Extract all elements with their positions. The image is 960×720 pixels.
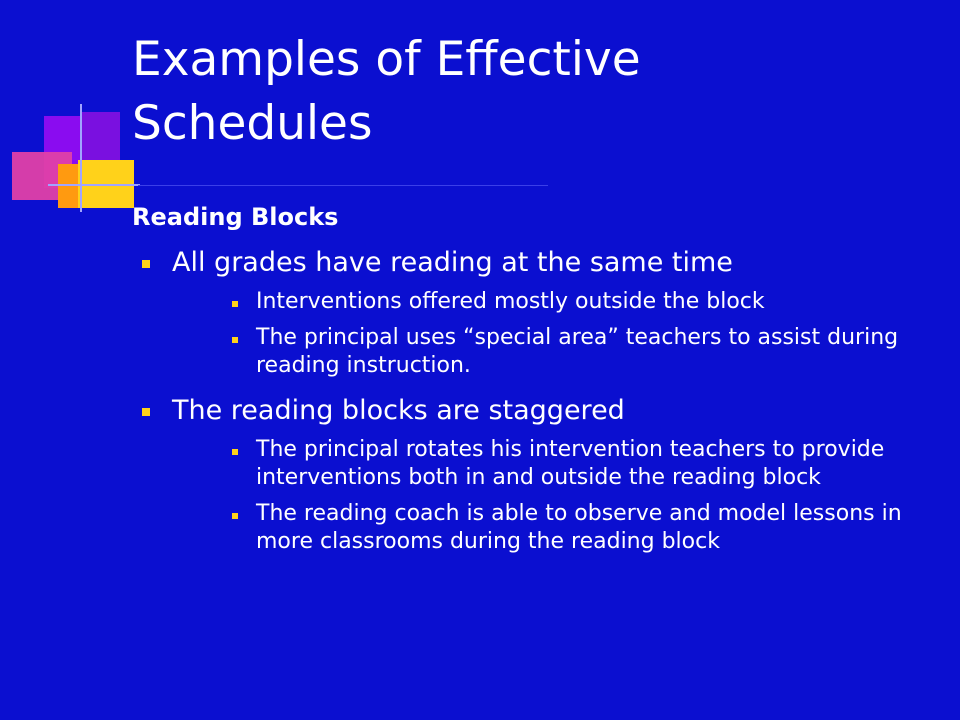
square-bullet-icon — [232, 449, 238, 455]
sub-bullet-item — [132, 324, 942, 380]
bullet-text: All grades have reading at the same time — [172, 247, 733, 278]
title-underline — [138, 185, 548, 186]
square-bullet-icon — [232, 513, 238, 519]
sub-bullet-text: The principal rotates his intervention teachers to provide interventions both in and outside the reading block — [256, 437, 885, 490]
slide-title — [132, 28, 932, 156]
sub-bullet-text: The reading coach is able to observe and model lessons in more classrooms during the reading block — [256, 501, 902, 554]
square-bullet-icon — [142, 260, 150, 268]
sub-bullet-item — [132, 500, 942, 556]
sub-bullet-item — [132, 436, 942, 492]
sub-bullet-text: Interventions offered mostly outside the block — [256, 289, 765, 314]
bullet-item — [132, 246, 942, 280]
square-bullet-icon — [232, 301, 238, 307]
square-bullet-icon — [142, 408, 150, 416]
square-bullet-icon — [232, 337, 238, 343]
bullet-text: The reading blocks are staggered — [172, 395, 625, 426]
section-heading: Reading Blocks — [132, 203, 339, 231]
title-line-2: Schedules — [132, 96, 373, 151]
purple-square-overlay — [82, 112, 120, 162]
decorative-squares-logo — [0, 0, 140, 215]
vertical-rule — [80, 104, 82, 212]
slide-body — [132, 198, 942, 556]
sub-bullet-text: The principal uses “special area” teachers to assist during reading instruction. — [256, 325, 899, 378]
orange-square — [58, 164, 78, 208]
horizontal-rule — [48, 184, 140, 186]
bullet-item — [132, 394, 942, 428]
sub-bullet-item — [132, 288, 942, 316]
title-line-1: Examples of Effective — [132, 32, 641, 87]
